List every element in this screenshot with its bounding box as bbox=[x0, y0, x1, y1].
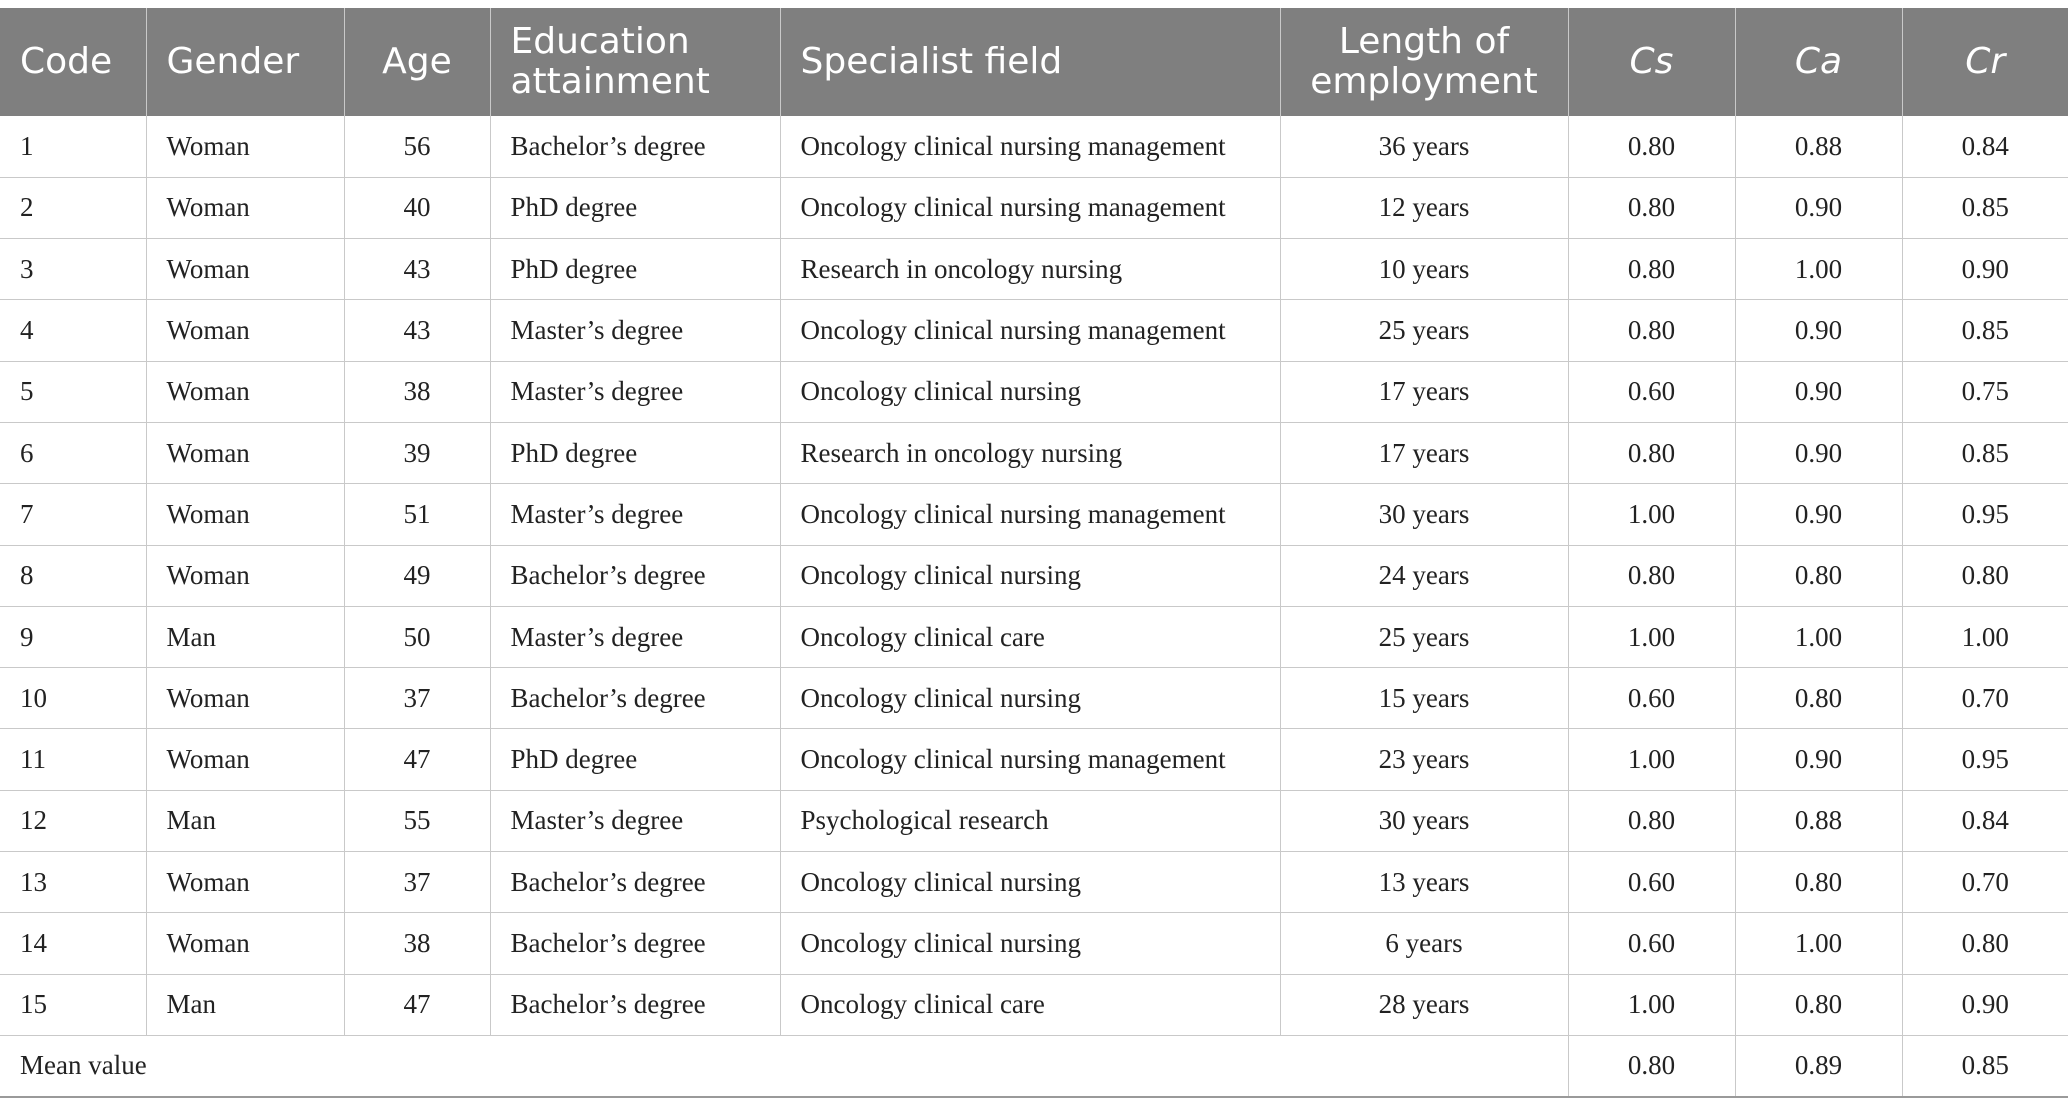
cell-cs: 0.80 bbox=[1568, 239, 1735, 300]
table-row bbox=[0, 239, 2068, 300]
cell-field: Oncology clinical nursing bbox=[780, 913, 1280, 974]
cell-cs: 0.80 bbox=[1568, 545, 1735, 606]
cell-education: Bachelor’s degree bbox=[490, 852, 780, 913]
header-code: Code bbox=[0, 8, 146, 116]
cell-code: 4 bbox=[0, 300, 146, 361]
cell-age: 47 bbox=[344, 974, 490, 1035]
expert-characteristics-table bbox=[0, 8, 2068, 1098]
cell-field: Oncology clinical nursing management bbox=[780, 300, 1280, 361]
cell-education: Bachelor’s degree bbox=[490, 913, 780, 974]
cell-employment: 12 years bbox=[1280, 177, 1568, 238]
cell-ca: 0.80 bbox=[1735, 545, 1902, 606]
cell-code: 2 bbox=[0, 177, 146, 238]
cell-education: Bachelor’s degree bbox=[490, 668, 780, 729]
cell-code: 10 bbox=[0, 668, 146, 729]
cell-code: 7 bbox=[0, 484, 146, 545]
cell-field: Oncology clinical nursing management bbox=[780, 177, 1280, 238]
cell-code: 11 bbox=[0, 729, 146, 790]
cell-age: 38 bbox=[344, 913, 490, 974]
cell-employment: 17 years bbox=[1280, 422, 1568, 483]
cell-age: 47 bbox=[344, 729, 490, 790]
table-row bbox=[0, 422, 2068, 483]
cell-education: Master’s degree bbox=[490, 606, 780, 667]
cell-employment: 36 years bbox=[1280, 116, 1568, 177]
mean-row bbox=[0, 1035, 2068, 1096]
cell-gender: Woman bbox=[146, 913, 344, 974]
cell-field: Oncology clinical nursing management bbox=[780, 729, 1280, 790]
cell-cs: 1.00 bbox=[1568, 606, 1735, 667]
table-body bbox=[0, 116, 2068, 1097]
cell-employment: 28 years bbox=[1280, 974, 1568, 1035]
header-cr: Cr bbox=[1902, 8, 2068, 116]
cell-cr: 0.85 bbox=[1902, 422, 2068, 483]
cell-education: Master’s degree bbox=[490, 300, 780, 361]
cell-gender: Woman bbox=[146, 300, 344, 361]
cell-code: 13 bbox=[0, 852, 146, 913]
cell-field: Research in oncology nursing bbox=[780, 422, 1280, 483]
cell-cr: 1.00 bbox=[1902, 606, 2068, 667]
header-employment bbox=[1280, 8, 1568, 116]
cell-education: PhD degree bbox=[490, 239, 780, 300]
cell-age: 40 bbox=[344, 177, 490, 238]
cell-field: Oncology clinical nursing bbox=[780, 668, 1280, 729]
cell-cr: 0.95 bbox=[1902, 729, 2068, 790]
cell-ca: 0.88 bbox=[1735, 116, 1902, 177]
cell-ca: 1.00 bbox=[1735, 913, 1902, 974]
header-age: Age bbox=[344, 8, 490, 116]
cell-field: Oncology clinical nursing bbox=[780, 361, 1280, 422]
cell-ca: 0.80 bbox=[1735, 974, 1902, 1035]
cell-age: 39 bbox=[344, 422, 490, 483]
table-row bbox=[0, 606, 2068, 667]
cell-cs: 1.00 bbox=[1568, 729, 1735, 790]
cell-cr: 0.84 bbox=[1902, 116, 2068, 177]
table-row bbox=[0, 545, 2068, 606]
cell-cr: 0.80 bbox=[1902, 913, 2068, 974]
cell-ca: 0.90 bbox=[1735, 484, 1902, 545]
cell-age: 49 bbox=[344, 545, 490, 606]
cell-education: Bachelor’s degree bbox=[490, 974, 780, 1035]
cell-employment: 24 years bbox=[1280, 545, 1568, 606]
cell-employment: 13 years bbox=[1280, 852, 1568, 913]
cell-employment: 23 years bbox=[1280, 729, 1568, 790]
header-employment-line1: Length of bbox=[1338, 21, 1510, 62]
cell-ca: 0.90 bbox=[1735, 300, 1902, 361]
cell-ca: 0.80 bbox=[1735, 852, 1902, 913]
cell-field: Oncology clinical nursing management bbox=[780, 116, 1280, 177]
cell-code: 1 bbox=[0, 116, 146, 177]
cell-ca: 0.80 bbox=[1735, 668, 1902, 729]
cell-employment: 10 years bbox=[1280, 239, 1568, 300]
mean-cs: 0.80 bbox=[1568, 1035, 1735, 1096]
table-row bbox=[0, 484, 2068, 545]
cell-gender: Woman bbox=[146, 116, 344, 177]
table-row bbox=[0, 913, 2068, 974]
cell-employment: 6 years bbox=[1280, 913, 1568, 974]
table-row bbox=[0, 361, 2068, 422]
cell-education: PhD degree bbox=[490, 729, 780, 790]
table-row bbox=[0, 300, 2068, 361]
header-specialist-field: Specialist field bbox=[780, 8, 1280, 116]
cell-code: 12 bbox=[0, 790, 146, 851]
cell-age: 51 bbox=[344, 484, 490, 545]
cell-education: PhD degree bbox=[490, 177, 780, 238]
mean-ca: 0.89 bbox=[1735, 1035, 1902, 1096]
cell-cs: 0.80 bbox=[1568, 300, 1735, 361]
mean-label: Mean value bbox=[0, 1035, 1568, 1096]
cell-cr: 0.90 bbox=[1902, 974, 2068, 1035]
cell-cr: 0.70 bbox=[1902, 852, 2068, 913]
cell-field: Oncology clinical nursing management bbox=[780, 484, 1280, 545]
cell-education: Master’s degree bbox=[490, 790, 780, 851]
cell-age: 37 bbox=[344, 668, 490, 729]
cell-code: 15 bbox=[0, 974, 146, 1035]
cell-age: 38 bbox=[344, 361, 490, 422]
header-gender: Gender bbox=[146, 8, 344, 116]
table-row bbox=[0, 668, 2068, 729]
cell-cr: 0.95 bbox=[1902, 484, 2068, 545]
cell-gender: Woman bbox=[146, 422, 344, 483]
cell-code: 9 bbox=[0, 606, 146, 667]
cell-code: 5 bbox=[0, 361, 146, 422]
cell-gender: Woman bbox=[146, 361, 344, 422]
cell-gender: Woman bbox=[146, 668, 344, 729]
cell-field: Oncology clinical care bbox=[780, 974, 1280, 1035]
cell-cs: 0.60 bbox=[1568, 913, 1735, 974]
cell-age: 50 bbox=[344, 606, 490, 667]
cell-field: Research in oncology nursing bbox=[780, 239, 1280, 300]
cell-age: 37 bbox=[344, 852, 490, 913]
cell-education: PhD degree bbox=[490, 422, 780, 483]
cell-code: 3 bbox=[0, 239, 146, 300]
cell-cr: 0.80 bbox=[1902, 545, 2068, 606]
table-row bbox=[0, 177, 2068, 238]
header-ca: Ca bbox=[1735, 8, 1902, 116]
table-row bbox=[0, 790, 2068, 851]
cell-code: 6 bbox=[0, 422, 146, 483]
cell-code: 14 bbox=[0, 913, 146, 974]
cell-age: 43 bbox=[344, 300, 490, 361]
cell-ca: 0.90 bbox=[1735, 177, 1902, 238]
cell-age: 43 bbox=[344, 239, 490, 300]
cell-gender: Woman bbox=[146, 484, 344, 545]
cell-cs: 0.60 bbox=[1568, 361, 1735, 422]
mean-cr: 0.85 bbox=[1902, 1035, 2068, 1096]
cell-gender: Woman bbox=[146, 729, 344, 790]
cell-cr: 0.70 bbox=[1902, 668, 2068, 729]
cell-employment: 17 years bbox=[1280, 361, 1568, 422]
cell-ca: 1.00 bbox=[1735, 239, 1902, 300]
cell-ca: 0.90 bbox=[1735, 729, 1902, 790]
cell-education: Master’s degree bbox=[490, 484, 780, 545]
cell-employment: 15 years bbox=[1280, 668, 1568, 729]
cell-cs: 1.00 bbox=[1568, 974, 1735, 1035]
cell-education: Bachelor’s degree bbox=[490, 116, 780, 177]
table-row bbox=[0, 974, 2068, 1035]
cell-cr: 0.85 bbox=[1902, 177, 2068, 238]
cell-employment: 30 years bbox=[1280, 790, 1568, 851]
cell-gender: Woman bbox=[146, 852, 344, 913]
cell-cs: 1.00 bbox=[1568, 484, 1735, 545]
header-employment-line2: employment bbox=[1310, 61, 1538, 102]
cell-cs: 0.80 bbox=[1568, 116, 1735, 177]
cell-gender: Woman bbox=[146, 239, 344, 300]
header-education-line1: Education bbox=[510, 21, 690, 62]
cell-field: Oncology clinical nursing bbox=[780, 852, 1280, 913]
cell-ca: 0.88 bbox=[1735, 790, 1902, 851]
cell-cr: 0.84 bbox=[1902, 790, 2068, 851]
cell-ca: 0.90 bbox=[1735, 422, 1902, 483]
cell-code: 8 bbox=[0, 545, 146, 606]
cell-age: 55 bbox=[344, 790, 490, 851]
cell-employment: 25 years bbox=[1280, 606, 1568, 667]
cell-employment: 30 years bbox=[1280, 484, 1568, 545]
cell-ca: 0.90 bbox=[1735, 361, 1902, 422]
cell-cr: 0.75 bbox=[1902, 361, 2068, 422]
cell-gender: Man bbox=[146, 606, 344, 667]
cell-education: Bachelor’s degree bbox=[490, 545, 780, 606]
cell-cs: 0.80 bbox=[1568, 177, 1735, 238]
header-cs: Cs bbox=[1568, 8, 1735, 116]
header-row bbox=[0, 8, 2068, 116]
cell-gender: Woman bbox=[146, 545, 344, 606]
expert-table-container bbox=[0, 8, 2068, 1098]
cell-education: Master’s degree bbox=[490, 361, 780, 422]
cell-cs: 0.60 bbox=[1568, 668, 1735, 729]
cell-cr: 0.85 bbox=[1902, 300, 2068, 361]
table-row bbox=[0, 852, 2068, 913]
cell-gender: Woman bbox=[146, 177, 344, 238]
cell-age: 56 bbox=[344, 116, 490, 177]
cell-ca: 1.00 bbox=[1735, 606, 1902, 667]
cell-cs: 0.80 bbox=[1568, 790, 1735, 851]
cell-cr: 0.90 bbox=[1902, 239, 2068, 300]
cell-field: Oncology clinical nursing bbox=[780, 545, 1280, 606]
cell-cs: 0.60 bbox=[1568, 852, 1735, 913]
cell-gender: Man bbox=[146, 974, 344, 1035]
table-row bbox=[0, 729, 2068, 790]
cell-cs: 0.80 bbox=[1568, 422, 1735, 483]
header-education bbox=[490, 8, 780, 116]
header-education-line2: attainment bbox=[510, 61, 710, 102]
cell-field: Oncology clinical care bbox=[780, 606, 1280, 667]
cell-gender: Man bbox=[146, 790, 344, 851]
table-row bbox=[0, 116, 2068, 177]
cell-field: Psychological research bbox=[780, 790, 1280, 851]
cell-employment: 25 years bbox=[1280, 300, 1568, 361]
